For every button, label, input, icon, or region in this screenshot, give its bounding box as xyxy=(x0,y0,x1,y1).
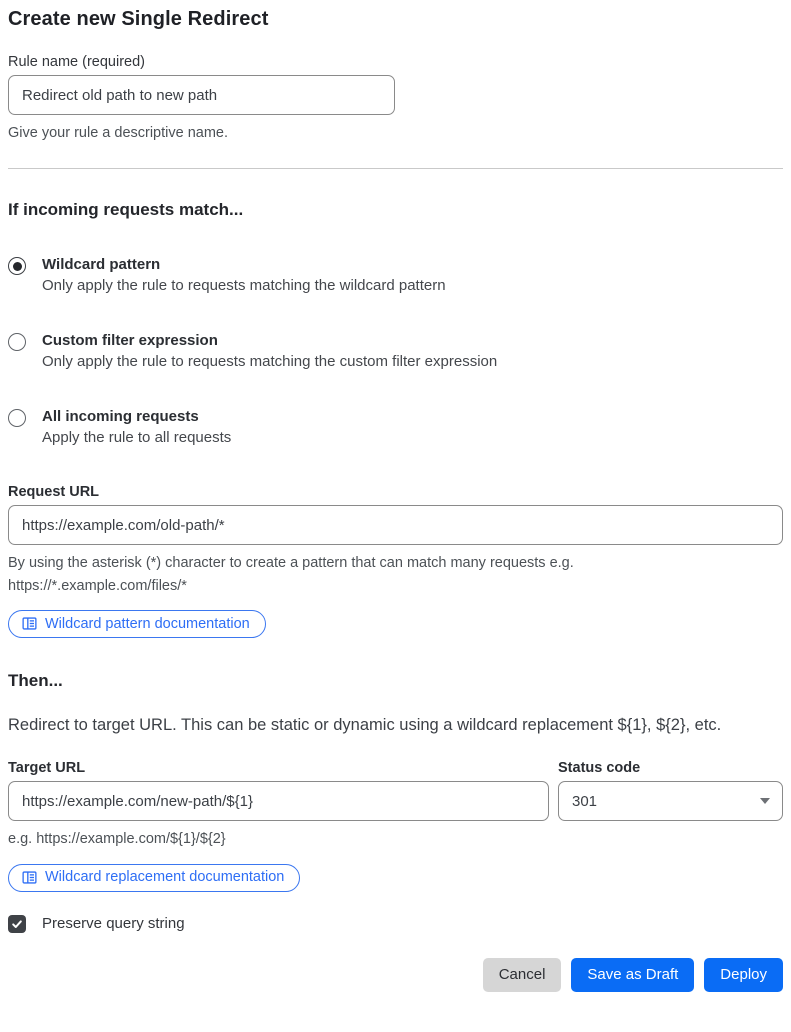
status-code-label: Status code xyxy=(558,760,641,777)
request-url-helper-line2: https://*.example.com/files/* xyxy=(8,577,187,594)
match-type-radio-group xyxy=(8,256,783,446)
radio-option-text xyxy=(42,332,497,370)
doc-button-label: Wildcard pattern documentation xyxy=(45,615,250,632)
wildcard-replacement-documentation-button[interactable] xyxy=(8,864,300,892)
rule-name-input[interactable] xyxy=(8,75,395,115)
radio-button[interactable] xyxy=(8,409,26,427)
then-section-description: Redirect to target URL. This can be static or dynamic using a wildcard replacement ${1}, ${2}, etc. xyxy=(8,716,722,735)
rule-name-label: Rule name (required) xyxy=(8,54,146,70)
request-url-block xyxy=(8,484,783,638)
book-icon xyxy=(22,870,37,885)
target-url-input[interactable] xyxy=(8,781,549,821)
radio-option-text xyxy=(42,256,446,294)
radio-option-label: Custom filter expression xyxy=(42,332,218,350)
section-divider xyxy=(8,168,783,169)
radio-button[interactable] xyxy=(8,333,26,351)
radio-option-label: All incoming requests xyxy=(42,408,199,426)
radio-option-custom-filter-expression[interactable] xyxy=(8,332,783,370)
target-row xyxy=(8,735,783,850)
radio-option-description: Only apply the rule to requests matching the custom filter expression xyxy=(42,353,498,371)
cancel-button[interactable]: Cancel xyxy=(483,958,562,992)
target-url-column xyxy=(8,735,549,850)
chevron-down-icon xyxy=(760,798,770,804)
page-title: Create new Single Redirect xyxy=(8,8,269,30)
save-as-draft-button[interactable]: Save as Draft xyxy=(571,958,694,992)
status-code-select[interactable] xyxy=(558,781,783,821)
radio-option-all-incoming-requests[interactable] xyxy=(8,408,783,446)
checkmark-icon xyxy=(11,918,23,930)
match-section-heading: If incoming requests match... xyxy=(8,200,244,220)
radio-option-description: Only apply the rule to requests matching the wildcard pattern xyxy=(42,277,446,295)
target-url-helper: e.g. https://example.com/${1}/${2} xyxy=(8,831,226,848)
footer-actions xyxy=(8,958,783,992)
request-url-helper xyxy=(8,552,783,597)
radio-button-selected[interactable] xyxy=(8,257,26,275)
wildcard-pattern-documentation-button[interactable] xyxy=(8,610,266,638)
deploy-button[interactable]: Deploy xyxy=(704,958,783,992)
radio-option-wildcard-pattern[interactable] xyxy=(8,256,783,294)
status-code-column xyxy=(558,735,783,850)
target-url-label: Target URL xyxy=(8,760,86,777)
rule-name-helper: Give your rule a descriptive name. xyxy=(8,125,229,141)
radio-option-label: Wildcard pattern xyxy=(42,256,161,274)
doc-button-label: Wildcard replacement documentation xyxy=(45,869,285,886)
request-url-helper-line1: By using the asterisk (*) character to create a pattern that can match many requests e.g. xyxy=(8,555,574,572)
request-url-input[interactable] xyxy=(8,505,783,545)
preserve-query-string-row[interactable] xyxy=(8,915,783,933)
radio-option-description: Apply the rule to all requests xyxy=(42,429,232,447)
status-code-value: 301 xyxy=(572,792,598,810)
request-url-label: Request URL xyxy=(8,484,100,501)
preserve-query-string-checkbox[interactable] xyxy=(8,915,26,933)
book-icon xyxy=(22,616,37,631)
preserve-query-string-label: Preserve query string xyxy=(42,915,185,933)
radio-option-text xyxy=(42,408,231,446)
then-section-heading: Then... xyxy=(8,671,63,691)
